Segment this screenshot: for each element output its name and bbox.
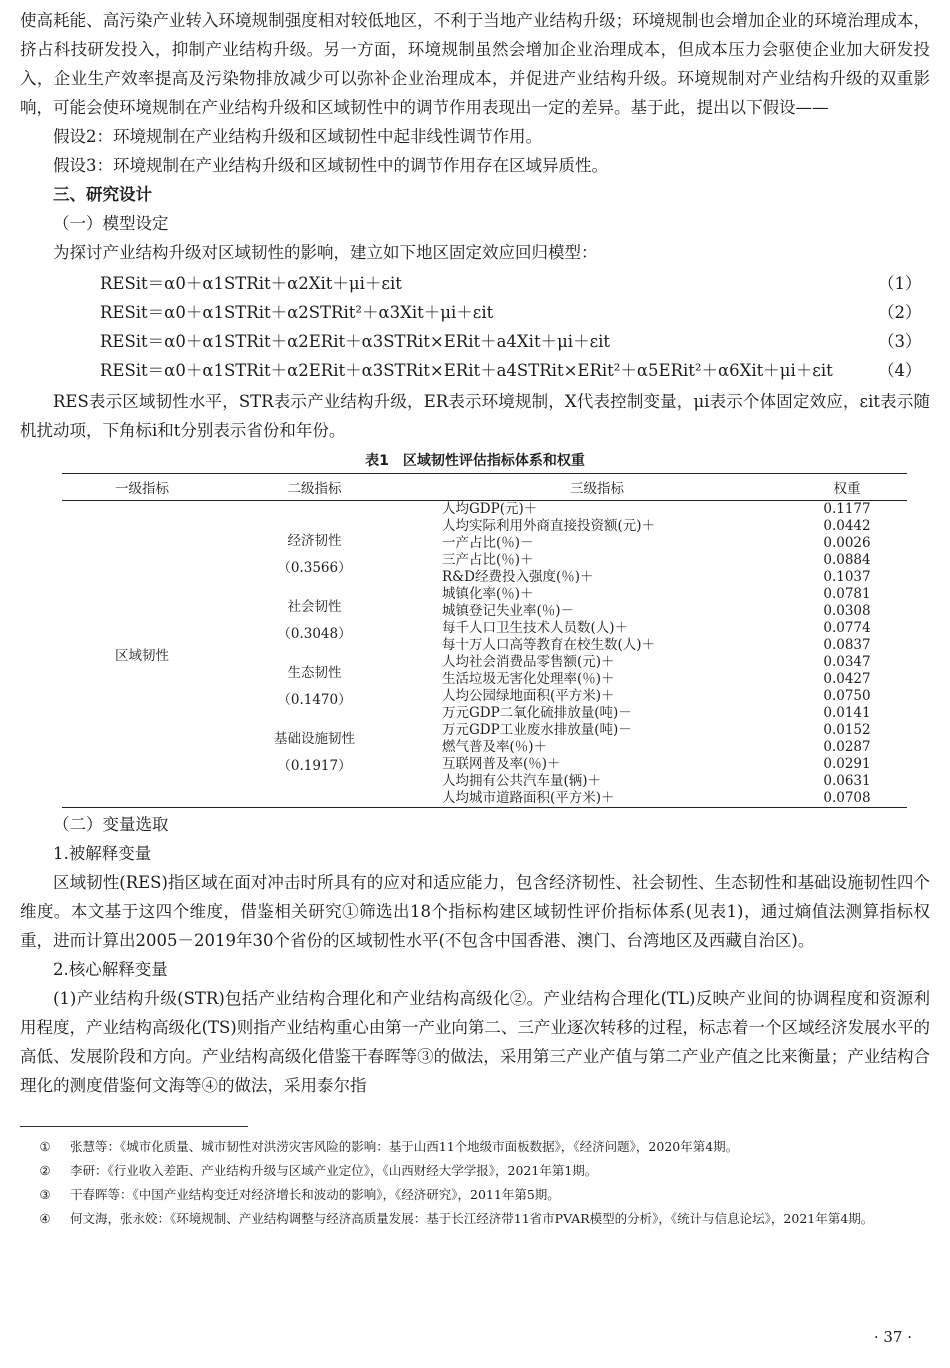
indicator-label: 人均城市道路面积(平方米)＋ <box>442 790 615 806</box>
equation-text: RESit＝α0＋α1STRit＋α2ERit＋α3STRit×ERit＋a4STRit×ERit²＋α5ERit²＋α6Xit＋μi＋εit <box>100 361 833 380</box>
footnote-text: 何文海，张永姣：《环境规制、产业结构调整与经济高质量发展：基于长江经济带11省市PVAR模型的分析》，《统计与信息论坛》，2021年第4期。 <box>70 1211 874 1226</box>
indicator-label: 城镇登记失业率(％)－ <box>442 603 575 619</box>
footnote-text: 干春晖等：《中国产业结构变迁对经济增长和波动的影响》，《经济研究》，2011年第5期。 <box>70 1187 560 1202</box>
page-number: · 37 · <box>873 1328 912 1346</box>
paragraph: 区域韧性(RES)指区域在面对冲击时所具有的应对和适应能力，包含经济韧性、社会韧性、生态韧性和基础设施韧性四个维度。本文基于这四个维度，借鉴相关研究①筛选出18个指标构建区域韧性评价指标体系(见表1)，通过熵值法测算指标权重，进而计算出2005－2019年30个省份的区域韧性水平(不包含中国香港、澳门、台湾地区及西藏自治区)。 <box>20 873 930 950</box>
indicator-weight: 0.1037 <box>823 569 871 585</box>
footnote-mark: ② <box>39 1163 51 1178</box>
equation <box>20 327 930 356</box>
footnote-mark: ③ <box>39 1187 51 1202</box>
indicator-weight: 0.0631 <box>823 773 871 789</box>
level2-cell <box>222 501 407 808</box>
indicator-weight: 0.0750 <box>823 688 871 704</box>
table-header: 三级指标 <box>407 474 787 501</box>
paragraph: (1)产业结构升级(STR)包括产业结构合理化和产业结构高级化②。产业结构合理化(TL)反映产业间的协调程度和资源利用程度，产业结构高级化(TS)则指产业结构重心由第一产业向第二、三产业逐次转移的过程，标志着一个区域经济发展水平的高低、发展阶段和方向。产业结构高级化借鉴干春晖等③的做法，采用第三产业产值与第二产业产值之比来衡量；产业结构合理化的测度借鉴何文海等④的做法，采用泰尔指 <box>20 989 930 1095</box>
indicator-label: 生活垃圾无害化处理率(％)＋ <box>442 671 615 687</box>
level2-weight: （0.1470） <box>277 692 352 708</box>
footnote <box>20 1183 930 1207</box>
indicator-label: 城镇化率(％)＋ <box>442 586 534 602</box>
level2-group <box>222 594 407 648</box>
footnote-rule <box>20 1126 248 1127</box>
footnote <box>20 1207 930 1231</box>
indicator-label: 每十万人口高等教育在校生数(人)＋ <box>442 637 656 653</box>
model-note: RES表示区域韧性水平，STR表示产业结构升级，ER表示环境规制，X代表控制变量，μi表示个体固定效应，εit表示随机扰动项，下角标i和t分别表示省份和年份。 <box>20 392 930 440</box>
indicator-label: 每千人口卫生技术人员数(人)＋ <box>442 620 629 636</box>
weight-cell <box>787 501 907 808</box>
indicator-weight: 0.0026 <box>823 535 871 551</box>
indicator-label: 万元GDP二氧化硫排放量(吨)－ <box>442 705 632 721</box>
indicator-weight: 0.0291 <box>823 756 871 772</box>
table-caption: 表1 区域韧性评估指标体系和权重 <box>365 453 585 469</box>
equation-number: （3） <box>878 332 922 351</box>
indicator-weight: 0.0141 <box>823 705 871 721</box>
indicator-weight: 0.0708 <box>823 790 871 806</box>
footnote-mark: ④ <box>39 1211 51 1226</box>
hypothesis-2: 假设2：环境规制在产业结构升级和区域韧性中起非线性调节作用。 <box>53 127 542 146</box>
indicator-label: 燃气普及率(％)＋ <box>442 739 548 755</box>
subsection-heading: （一）模型设定 <box>53 214 169 233</box>
indicator-weight: 0.0837 <box>823 637 871 653</box>
equation-text: RESit＝α0＋α1STRit＋α2Xit＋μi＋εit <box>100 274 402 293</box>
indicator-label: 人均GDP(元)＋ <box>442 501 538 517</box>
indicator-weight: 0.0781 <box>823 586 871 602</box>
table-header: 二级指标 <box>222 474 407 501</box>
indicator-table <box>62 473 907 808</box>
indicator-weight: 0.0774 <box>823 620 871 636</box>
footnote-mark: ① <box>39 1139 51 1154</box>
indicator-weight: 0.0287 <box>823 739 871 755</box>
level2-name: 基础设施韧性 <box>274 731 355 747</box>
indicator-label: 一产占比(％)－ <box>442 535 534 551</box>
page-body <box>20 6 930 1231</box>
equation-number: （4） <box>878 361 922 380</box>
footnote-text: 张慧等：《城市化质量、城市韧性对洪涝灾害风险的影响：基于山西11个地级市面板数据》，《经济问题》，2020年第4期。 <box>70 1139 739 1154</box>
level2-group <box>222 528 407 582</box>
level2-weight: （0.3048） <box>277 626 352 642</box>
variable-heading: 1.被解释变量 <box>53 844 152 863</box>
level2-name: 经济韧性 <box>287 533 342 549</box>
equation <box>20 356 930 385</box>
equations <box>20 269 930 385</box>
table-header: 一级指标 <box>62 474 222 501</box>
equation-text: RESit＝α0＋α1STRit＋α2STRit²＋α3Xit＋μi＋εit <box>100 303 494 322</box>
footnote <box>20 1159 930 1183</box>
indicator-weight: 0.0152 <box>823 722 871 738</box>
equation-number: （2） <box>878 303 922 322</box>
indicator-weight: 0.0347 <box>823 654 871 670</box>
indicator-label: 人均社会消费品零售额(元)＋ <box>442 654 615 670</box>
hypothesis-3: 假设3：环境规制在产业结构升级和区域韧性中的调节作用存在区域异质性。 <box>53 156 608 175</box>
indicator-label: 人均拥有公共汽车量(辆)＋ <box>442 773 602 789</box>
indicator-label: 人均公园绿地面积(平方米)＋ <box>442 688 615 704</box>
indicator-label: R&D经费投入强度(％)＋ <box>442 569 594 585</box>
model-intro: 为探讨产业结构升级对区域韧性的影响，建立如下地区固定效应回归模型： <box>53 243 598 262</box>
level2-group <box>222 726 407 780</box>
indicator-label: 万元GDP工业废水排放量(吨)－ <box>442 722 632 738</box>
table-header: 权重 <box>787 474 907 501</box>
footnote-text: 李研：《行业收入差距、产业结构升级与区域产业定位》，《山西财经大学学报》，2021年第1期。 <box>70 1163 598 1178</box>
level2-name: 生态韧性 <box>287 665 342 681</box>
level2-name: 社会韧性 <box>287 599 342 615</box>
level1-cell: 区域韧性 <box>62 501 222 808</box>
section-heading: 三、研究设计 <box>53 185 152 204</box>
footnote <box>20 1135 930 1159</box>
indicator-weight: 0.0442 <box>823 518 871 534</box>
paragraph: 使高耗能、高污染产业转入环境规制强度相对较低地区，不利于当地产业结构升级；环境规制也会增加企业的环境治理成本，挤占科技研发投入，抑制产业结构升级。另一方面，环境规制虽然会增加企业治理成本，但成本压力会驱使企业加大研发投入，企业生产效率提高及污染物排放减少可以弥补企业治理成本，并促进产业结构升级。环境规制对产业结构升级的双重影响，可能会使环境规制在产业结构升级和区域韧性中的调节作用表现出一定的差异。基于此，提出以下假设—— <box>20 11 930 117</box>
indicator-label: 三产占比(％)＋ <box>442 552 534 568</box>
indicator-weight: 0.1177 <box>823 501 871 517</box>
level3-cell <box>407 501 787 808</box>
indicator-label: 人均实际利用外商直接投资额(元)＋ <box>442 518 656 534</box>
equation-text: RESit＝α0＋α1STRit＋α2ERit＋α3STRit×ERit＋a4Xit＋μi＋εit <box>100 332 611 351</box>
indicator-weight: 0.0884 <box>823 552 871 568</box>
indicator-label: 互联网普及率(％)＋ <box>442 756 561 772</box>
indicator-weight: 0.0308 <box>823 603 871 619</box>
equation-number: （1） <box>878 274 922 293</box>
indicator-weight: 0.0427 <box>823 671 871 687</box>
equation <box>20 269 930 298</box>
level2-weight: （0.3566） <box>277 560 352 576</box>
equation <box>20 298 930 327</box>
level2-weight: （0.1917） <box>277 758 352 774</box>
subsection-heading: （二）变量选取 <box>53 815 169 834</box>
level2-group <box>222 660 407 714</box>
variable-heading: 2.核心解释变量 <box>53 960 168 979</box>
